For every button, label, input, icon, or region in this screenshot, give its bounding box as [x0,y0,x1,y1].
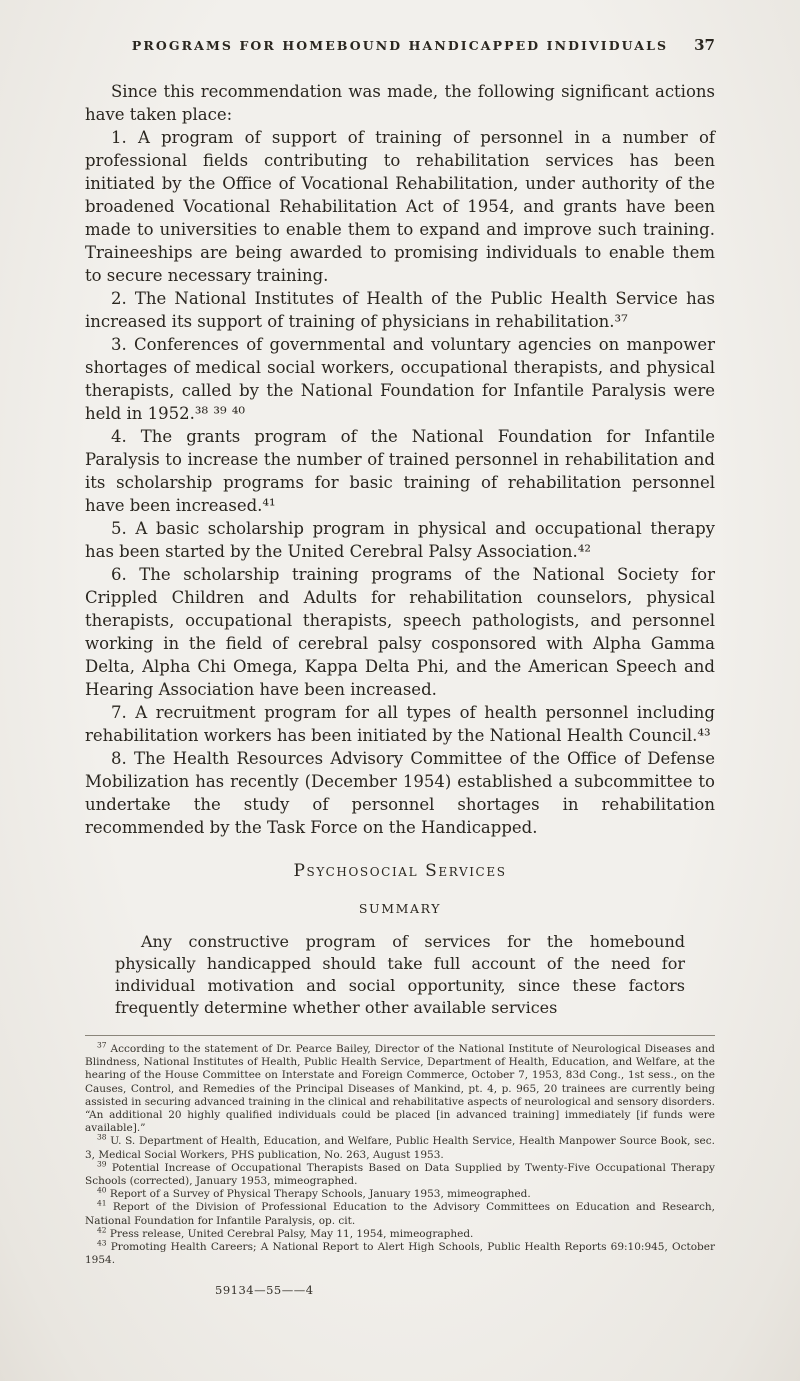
footnote-text: According to the statement of Dr. Pearce Bailey, Director of the National Institute of Neurological Diseases and Blindness, National Institutes of Health, Public Health Service, Department of Health, Education, and Welfare, at the hearing of the House Committee on Interstate and Foreign Commerce, October 7, 1953, 83d Cong., 1st sess., on the Causes, Control, and Remedies of the Principal Diseases of Mankind, pt. 4, p. 965, 20 trainees are currently being assisted in securing advanced training in the clinical and rehabilitative aspects of neurological and sensory disorders. “An additional 20 highly qualified individuals could be placed [in advanced training] immediately [if funds were available].” [85,1043,715,1135]
footnote-number: 37 [97,1040,107,1050]
footnote-number: 42 [97,1225,107,1235]
footnote-number: 43 [97,1238,107,1248]
page-number: 37 [694,36,715,54]
page-footer [85,1035,715,1297]
footnote-divider [85,1035,715,1036]
footnote [85,1238,715,1267]
running-head [85,36,715,54]
body-text [85,80,715,1019]
footnote-text: Potential Increase of Occupational Therapists Based on Data Supplied by Twenty-Five Occupational Therapy Schools (corrected), January 1953, mimeographed. [85,1161,715,1188]
footnote-number: 39 [97,1159,107,1169]
numbered-item-list [85,126,715,839]
numbered-item: 8. The Health Resources Advisory Committee of the Office of Defense Mobilization has recently (December 1954) established a subcommittee to undertake the study of personnel shortages in rehabilitation recommended by the Task Force on the Handicapped. [85,749,715,837]
numbered-item: 3. Conferences of governmental and voluntary agencies on manpower shortages of medical social workers, occupational therapists, and physical therapists, called by the National Foundation for Infantile Paralysis were held in 1952.³⁸ ³⁹ ⁴⁰ [85,335,715,423]
summary-heading: SUMMARY [358,901,442,916]
footnote-number: 40 [97,1185,107,1195]
footnote-text: Report of the Division of Professional Education to the Advisory Committees on Education and Research, National Foundation for Infantile Paralysis, op. cit. [85,1201,715,1227]
section-heading: Psychosocial Services [293,861,507,881]
footnote-text: U. S. Department of Health, Education, and Welfare, Public Health Service, Health Manpower Source Book, sec. 3, Medical Social Workers, PHS publication, No. 263, August 1953. [85,1135,715,1161]
footnote [85,1159,715,1188]
footnote-text: Report of a Survey of Physical Therapy Schools, January 1953, mimeographed. [109,1188,531,1201]
footnote-text: Press release, United Cerebral Palsy, May 11, 1954, mimeographed. [109,1227,474,1240]
footnotes [85,1040,715,1267]
numbered-item: 5. A basic scholarship program in physical and occupational therapy has been started by the United Cerebral Palsy Association.⁴² [85,519,715,561]
running-head-title: PROGRAMS FOR HOMEBOUND HANDICAPPED INDIVIDUALS [131,38,669,53]
numbered-item: 6. The scholarship training programs of the National Society for Crippled Children and Adults for rehabilitation counselors, physical therapists, occupational therapists, speech pathologists, and personnel working in the field of cerebral palsy cosponsored with Alpha Gamma Delta, Alpha Chi Omega, Kappa Delta Phi, and the American Speech and Hearing Association have been increased. [85,565,715,699]
footnote [85,1225,715,1241]
intro-paragraph: Since this recommendation was made, the following significant actions have taken place: [85,82,715,124]
numbered-item: 7. A recruitment program for all types of health personnel including rehabilitation workers has been initiated by the National Health Council.⁴³ [85,703,715,745]
footnote-text: Promoting Health Careers; A National Report to Alert High Schools, Public Health Reports 69:10:945, October 1954. [85,1241,715,1267]
numbered-item: 2. The National Institutes of Health of the Public Health Service has increased its support of training of physicians in rehabilitation.³⁷ [85,289,715,331]
footnote-number: 41 [97,1198,107,1208]
footnote [85,1185,715,1201]
footnote [85,1132,715,1161]
summary-extract: Any constructive program of services for the homebound physically handicapped should take full account of the need for individual motivation and social opportunity, since these factors frequently determine whether other available services [115,932,685,1017]
numbered-item: 1. A program of support of training of personnel in a number of professional fields contributing to rehabilitation services has been initiated by the Office of Vocational Rehabilitation, under authority of the broadened Vocational Rehabilitation Act of 1954, and grants have been made to universities to enable them to expand and improve such training. Traineeships are being awarded to promising individuals to enable them to secure necessary training. [85,128,715,285]
footnote-number: 38 [97,1132,107,1142]
footnote [85,1198,715,1227]
footnote [85,1040,715,1135]
printers-mark: 59134—55——4 [215,1283,314,1298]
numbered-item: 4. The grants program of the National Foundation for Infantile Paralysis to increase the number of trained personnel in rehabilitation and its scholarship programs for basic training of rehabilitation personnel have been increased.⁴¹ [85,427,715,515]
